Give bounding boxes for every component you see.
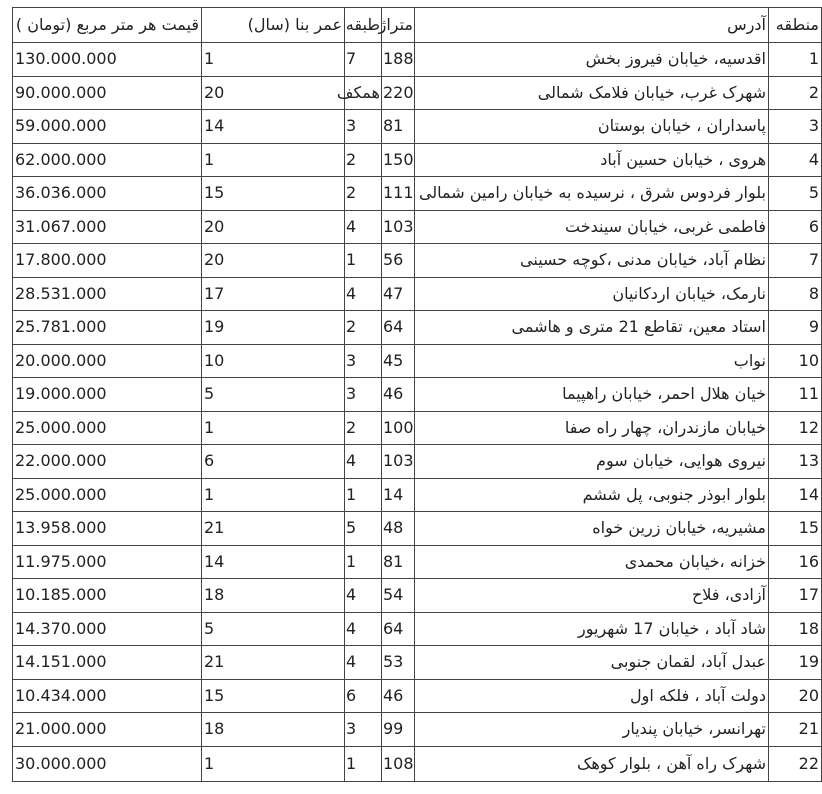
table-row [13,277,822,311]
cell-floor: 2 [345,143,382,177]
cell-floor: 3 [345,378,382,412]
cell-price: 25.781.000 [13,311,202,345]
cell-floor: 2 [345,177,382,211]
cell-area: 64 [382,612,415,646]
cell-region: 5 [769,177,822,211]
cell-region: 16 [769,545,822,579]
header-row [13,8,822,43]
cell-area: 47 [382,277,415,311]
cell-area: 81 [382,110,415,144]
cell-address: نیروی هوایی، خیابان سوم [415,445,769,479]
cell-floor: 4 [345,277,382,311]
table-row [13,713,822,747]
table-row [13,177,822,211]
cell-address: شاد آباد ، خیابان 17 شهریور [415,612,769,646]
cell-address: شهرک غرب، خیابان فلامک شمالی [415,76,769,110]
cell-address: بلوار ابوذر جنوبی، پل ششم [415,478,769,512]
header-floor: طبقه [345,8,382,43]
cell-area: 100 [382,411,415,445]
cell-address: اقدسیه، خیابان فیروز بخش [415,43,769,77]
cell-area: 53 [382,646,415,680]
cell-address: نظام آباد، خیابان مدنی ،کوچه حسینی [415,244,769,278]
cell-age: 21 [202,646,345,680]
cell-floor: 1 [345,545,382,579]
cell-floor: همکف [345,76,382,110]
table-row [13,76,822,110]
cell-region: 21 [769,713,822,747]
cell-area: 103 [382,210,415,244]
cell-area: 46 [382,679,415,713]
cell-region: 11 [769,378,822,412]
cell-region: 20 [769,679,822,713]
header-age: عمر بنا (سال) [202,8,345,43]
cell-age: 10 [202,344,345,378]
cell-address: استاد معین، تقاطع 21 متری و هاشمی [415,311,769,345]
cell-age: 18 [202,713,345,747]
table-row [13,311,822,345]
cell-floor: 4 [345,445,382,479]
cell-region: 15 [769,512,822,546]
cell-price: 13.958.000 [13,512,202,546]
cell-age: 1 [202,746,345,781]
table-row [13,579,822,613]
table-row [13,545,822,579]
cell-area: 108 [382,746,415,781]
cell-price: 19.000.000 [13,378,202,412]
cell-region: 19 [769,646,822,680]
cell-floor: 4 [345,646,382,680]
table-row [13,110,822,144]
table-row [13,244,822,278]
cell-price: 14.370.000 [13,612,202,646]
cell-age: 1 [202,143,345,177]
cell-price: 62.000.000 [13,143,202,177]
cell-region: 4 [769,143,822,177]
cell-floor: 4 [345,210,382,244]
cell-floor: 6 [345,679,382,713]
cell-age: 14 [202,110,345,144]
cell-price: 25.000.000 [13,411,202,445]
table-row [13,445,822,479]
cell-age: 20 [202,210,345,244]
cell-floor: 1 [345,746,382,781]
cell-age: 14 [202,545,345,579]
cell-age: 1 [202,478,345,512]
cell-floor: 3 [345,110,382,144]
cell-address: پاسداران ، خیابان بوستان [415,110,769,144]
cell-floor: 4 [345,612,382,646]
cell-price: 20.000.000 [13,344,202,378]
table-row [13,378,822,412]
cell-floor: 5 [345,512,382,546]
header-region: منطقه [769,8,822,43]
cell-address: خیابان مازندران، چهار راه صفا [415,411,769,445]
cell-address: دولت آباد ، فلکه اول [415,679,769,713]
cell-price: 130.000.000 [13,43,202,77]
cell-region: 14 [769,478,822,512]
cell-area: 54 [382,579,415,613]
table-row [13,143,822,177]
cell-age: 18 [202,579,345,613]
cell-area: 14 [382,478,415,512]
cell-area: 188 [382,43,415,77]
cell-price: 21.000.000 [13,713,202,747]
cell-age: 21 [202,512,345,546]
cell-region: 22 [769,746,822,781]
cell-region: 10 [769,344,822,378]
cell-address: بلوار فردوس شرق ، نرسیده به خیابان رامین شمالی [415,177,769,211]
cell-address: شهرک راه آهن ، بلوار کوهک [415,746,769,781]
price-table [12,7,822,782]
cell-region: 9 [769,311,822,345]
cell-address: خزانه ،خیابان محمدی [415,545,769,579]
cell-address: عبدل آباد، لقمان جنوبی [415,646,769,680]
cell-age: 15 [202,177,345,211]
cell-age: 15 [202,679,345,713]
cell-floor: 3 [345,713,382,747]
cell-price: 11.975.000 [13,545,202,579]
table-row [13,679,822,713]
cell-price: 10.185.000 [13,579,202,613]
cell-price: 25.000.000 [13,478,202,512]
cell-price: 17.800.000 [13,244,202,278]
cell-area: 81 [382,545,415,579]
cell-area: 45 [382,344,415,378]
cell-area: 64 [382,311,415,345]
cell-area: 150 [382,143,415,177]
cell-region: 13 [769,445,822,479]
cell-address: خیان هلال احمر، خیابان راهپیما [415,378,769,412]
cell-region: 8 [769,277,822,311]
cell-floor: 1 [345,244,382,278]
header-address: آدرس [415,8,769,43]
cell-price: 30.000.000 [13,746,202,781]
cell-address: نواب [415,344,769,378]
cell-floor: 2 [345,311,382,345]
cell-address: آزادی، فلاح [415,579,769,613]
cell-region: 2 [769,76,822,110]
table-row [13,478,822,512]
cell-price: 10.434.000 [13,679,202,713]
cell-floor: 4 [345,579,382,613]
cell-age: 20 [202,76,345,110]
cell-age: 17 [202,277,345,311]
cell-price: 59.000.000 [13,110,202,144]
cell-price: 28.531.000 [13,277,202,311]
header-area: متراژ [382,8,415,43]
cell-region: 1 [769,43,822,77]
cell-region: 12 [769,411,822,445]
table-row [13,512,822,546]
table-row [13,411,822,445]
table-row [13,43,822,77]
cell-floor: 3 [345,344,382,378]
cell-floor: 1 [345,478,382,512]
header-price: قیمت هر متر مربع (تومان ) [13,8,202,43]
cell-region: 3 [769,110,822,144]
cell-area: 220 [382,76,415,110]
table-row [13,210,822,244]
cell-address: تهرانسر، خیابان پندیار [415,713,769,747]
table-row [13,344,822,378]
cell-floor: 2 [345,411,382,445]
cell-address: نارمک، خیابان اردکانیان [415,277,769,311]
cell-age: 20 [202,244,345,278]
table-row [13,746,822,781]
cell-area: 48 [382,512,415,546]
price-table-container [12,7,819,782]
cell-price: 90.000.000 [13,76,202,110]
cell-age: 1 [202,43,345,77]
cell-price: 22.000.000 [13,445,202,479]
table-row [13,646,822,680]
cell-price: 14.151.000 [13,646,202,680]
cell-age: 1 [202,411,345,445]
cell-address: هروی ، خیابان حسین آباد [415,143,769,177]
cell-area: 99 [382,713,415,747]
table-row [13,612,822,646]
cell-price: 31.067.000 [13,210,202,244]
cell-address: فاطمی غربی، خیابان سیندخت [415,210,769,244]
cell-price: 36.036.000 [13,177,202,211]
cell-age: 19 [202,311,345,345]
cell-region: 7 [769,244,822,278]
cell-age: 5 [202,612,345,646]
cell-region: 17 [769,579,822,613]
cell-area: 111 [382,177,415,211]
cell-area: 103 [382,445,415,479]
cell-region: 18 [769,612,822,646]
cell-age: 5 [202,378,345,412]
cell-floor: 7 [345,43,382,77]
cell-address: مشیریه، خیابان زرین خواه [415,512,769,546]
cell-area: 46 [382,378,415,412]
cell-age: 6 [202,445,345,479]
cell-region: 6 [769,210,822,244]
cell-area: 56 [382,244,415,278]
